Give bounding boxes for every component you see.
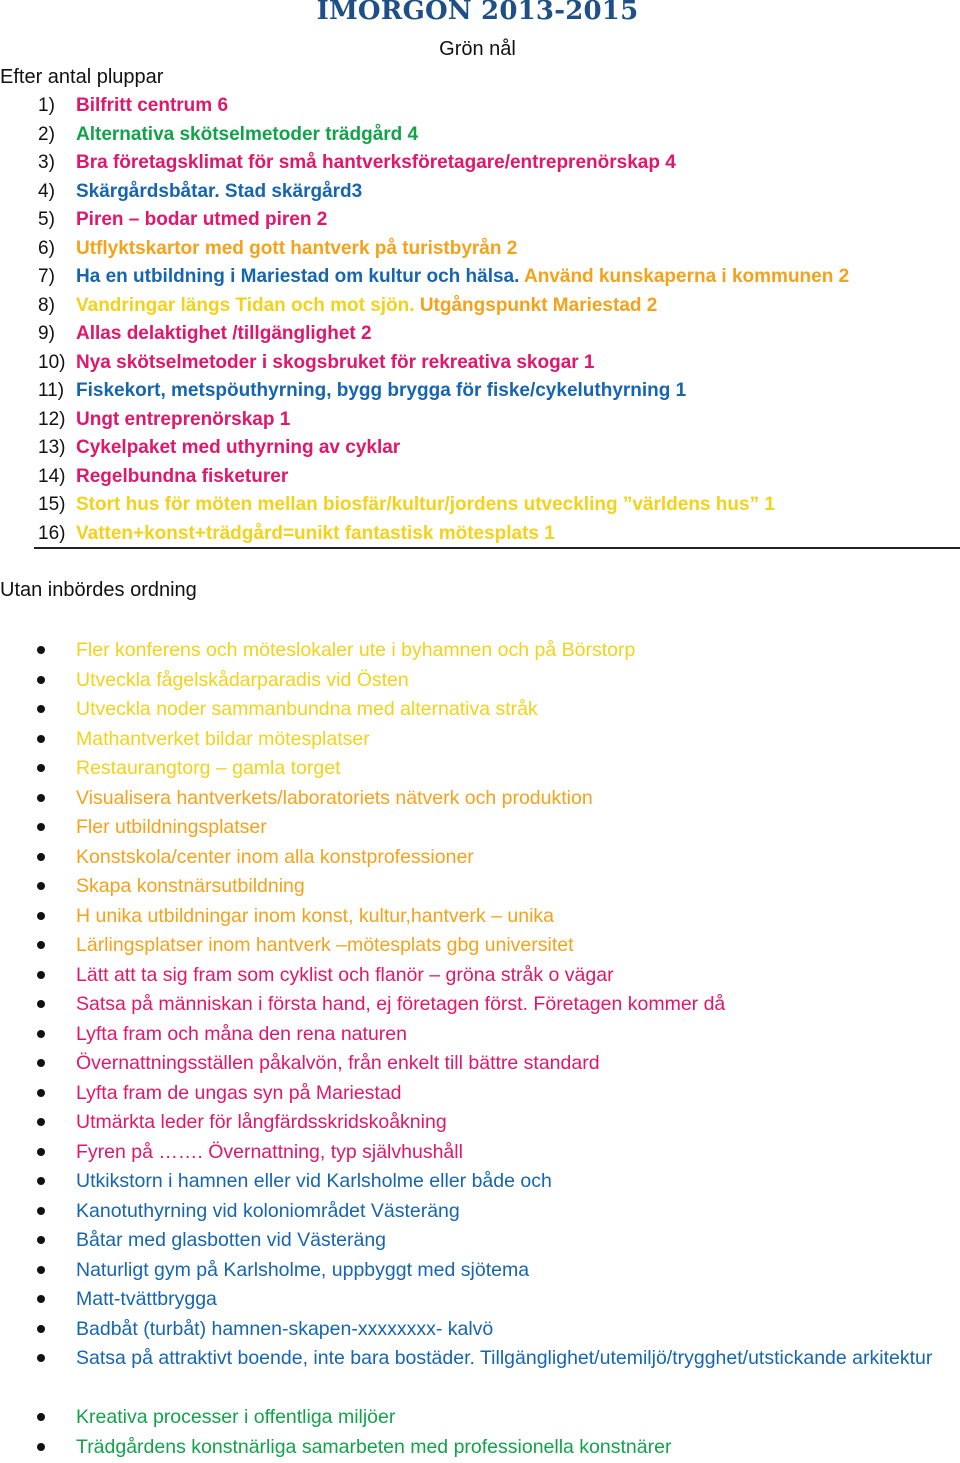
item-text: Lyfta fram och måna den rena naturen xyxy=(76,1022,407,1045)
item-text: Utflyktskartor med gott hantverk på turistbyrån 2 xyxy=(76,237,518,259)
item-text: Mathantverket bildar mötesplatser xyxy=(76,727,370,750)
item-text xyxy=(76,263,849,291)
bullet-icon xyxy=(37,882,45,890)
bullet-icon xyxy=(37,853,45,861)
item-text: Ungt entreprenörskap 1 xyxy=(76,408,291,430)
item-text: Utveckla noder sammanbundna med alternativa stråk xyxy=(76,698,538,720)
item-number: 5) xyxy=(38,209,55,230)
bullet-icon xyxy=(37,1443,45,1451)
item-number: 14) xyxy=(38,465,66,487)
item-text: Fiskekort, metspöuthyrning, bygg brygga för fiske/cykeluthyrning 1 xyxy=(76,380,687,401)
bullet-icon xyxy=(37,676,45,684)
item-text: Lyfta fram de ungas syn på Mariestad xyxy=(76,1081,402,1104)
item-text: Allas delaktighet /tillgänglighet 2 xyxy=(76,323,372,344)
bullet-icon xyxy=(37,971,45,979)
item-text: Badbåt (turbåt) hamnen-skapen-xxxxxxxx- kalvö xyxy=(76,1317,494,1340)
item-text: Alternativa skötselmetoder trädgård 4 xyxy=(76,123,419,145)
bullet-icon xyxy=(37,1295,45,1303)
unordered-heading: Utan inbördes ordning xyxy=(0,579,197,601)
item-number: 1) xyxy=(38,95,55,116)
item-text: Satsa på attraktivt boende, inte bara bostäder. Tillgänglighet/utemiljö/trygghet/utstickande arkitektur xyxy=(76,1347,933,1369)
item-text: Skapa konstnärsutbildning xyxy=(76,875,305,897)
item-text: Utkikstorn i hamnen eller vid Karlsholme eller både och xyxy=(76,1170,552,1192)
item-text: Piren – bodar utmed piren 2 xyxy=(76,209,328,230)
bullet-icon xyxy=(37,823,45,831)
item-text: Nya skötselmetoder i skogsbruket för rekreativa skogar 1 xyxy=(76,351,595,373)
item-text: Bra företagsklimat för små hantverksföretagare/entreprenörskap 4 xyxy=(76,152,676,173)
item-text-part: Utgångspunkt Mariestad 2 xyxy=(419,294,658,316)
item-text: Utmärkta leder för långfärdsskridskoåkning xyxy=(76,1111,447,1133)
bullet-icon xyxy=(37,1089,45,1097)
bullet-icon xyxy=(37,941,45,949)
item-number: 7) xyxy=(38,266,55,287)
item-text: Naturligt gym på Karlsholme, uppbyggt med sjötema xyxy=(76,1258,530,1281)
bullet-icon xyxy=(37,794,45,802)
item-text: Visualisera hantverkets/laboratoriets nätverk och produktion xyxy=(76,786,593,809)
bullet-icon xyxy=(37,735,45,743)
item-text: Stort hus för möten mellan biosfär/kultur/jordens utveckling ”världens hus” 1 xyxy=(76,494,775,515)
bullet-icon xyxy=(37,1177,45,1185)
item-text: Fyren på ……. Övernattning, typ självhushåll xyxy=(76,1140,463,1163)
item-text: Kreativa processer i offentliga miljöer xyxy=(76,1406,396,1428)
item-number: 9) xyxy=(38,323,55,344)
page-subtitle: Grön nål xyxy=(439,38,516,60)
item-text: Övernattningsställen påkalvön, från enkelt till bättre standard xyxy=(76,1052,600,1074)
divider xyxy=(34,547,960,549)
item-text: Skärgårdsbåtar. Stad skärgård3 xyxy=(76,180,363,202)
item-text: Fler konferens och möteslokaler ute i byhamnen och på Börstorp xyxy=(76,639,636,661)
item-number: 10) xyxy=(38,351,66,373)
item-text: Vatten+konst+trädgård=unikt fantastisk mötesplats 1 xyxy=(76,522,555,544)
bullet-icon xyxy=(37,764,45,772)
item-text-part: Vandringar längs Tidan och mot sjön. xyxy=(76,294,415,316)
item-number: 12) xyxy=(38,408,66,430)
item-number: 16) xyxy=(38,522,66,544)
item-text: Utveckla fågelskådarparadis vid Östen xyxy=(76,668,409,691)
bullet-icon xyxy=(37,1413,45,1421)
item-text xyxy=(76,292,657,320)
item-number: 2) xyxy=(38,123,55,145)
bullet-icon xyxy=(37,1030,45,1038)
item-number: 11) xyxy=(38,380,65,401)
item-text: Fler utbildningsplatser xyxy=(76,816,267,838)
bullet-icon xyxy=(37,1236,45,1244)
item-text: Satsa på människan i första hand, ej företagen först. Företagen kommer då xyxy=(76,993,726,1015)
item-number: 4) xyxy=(38,180,55,202)
item-number: 3) xyxy=(38,152,55,173)
item-text: H unika utbildningar inom konst, kultur,hantverk – unika xyxy=(76,904,555,927)
item-text: Cykelpaket med uthyrning av cyklar xyxy=(76,437,401,458)
item-text: Lätt att ta sig fram som cyklist och flanör – gröna stråk o vägar xyxy=(76,963,614,986)
item-number: 6) xyxy=(38,237,55,259)
bullet-icon xyxy=(37,1118,45,1126)
item-text: Kanotuthyrning vid koloniområdet Västeräng xyxy=(76,1199,460,1222)
item-text-part: Ha en utbildning i Mariestad om kultur och hälsa. xyxy=(76,266,520,287)
bullet-icon xyxy=(37,1266,45,1274)
item-number: 13) xyxy=(38,437,66,458)
bullet-icon xyxy=(37,1354,45,1362)
item-text: Restaurangtorg – gamla torget xyxy=(76,757,341,779)
page-title: IMORGON 2013-2015 xyxy=(316,0,639,26)
bullet-icon xyxy=(37,1000,45,1008)
bullet-icon xyxy=(37,1207,45,1215)
item-text-part: Använd kunskaperna i kommunen 2 xyxy=(523,266,850,287)
item-text: Regelbundna fisketurer xyxy=(76,465,289,487)
item-text: Båtar med glasbotten vid Västeräng xyxy=(76,1229,387,1251)
item-text: Konstskola/center inom alla konstprofessioner xyxy=(76,845,474,868)
item-text: Lärlingsplatser inom hantverk –mötesplats gbg universitet xyxy=(76,934,574,956)
bullet-icon xyxy=(37,1059,45,1067)
item-text: Trädgårdens konstnärliga samarbeten med professionella konstnärer xyxy=(76,1435,672,1458)
item-text: Matt-tvättbrygga xyxy=(76,1288,217,1310)
item-number: 8) xyxy=(38,294,55,316)
bullet-icon xyxy=(37,1148,45,1156)
bullet-icon xyxy=(37,912,45,920)
bullet-icon xyxy=(37,646,45,654)
bullet-icon xyxy=(37,1325,45,1333)
bullet-icon xyxy=(37,705,45,713)
item-text: Bilfritt centrum 6 xyxy=(76,95,229,116)
ranked-heading: Efter antal pluppar xyxy=(0,66,164,88)
item-number: 15) xyxy=(38,494,66,515)
